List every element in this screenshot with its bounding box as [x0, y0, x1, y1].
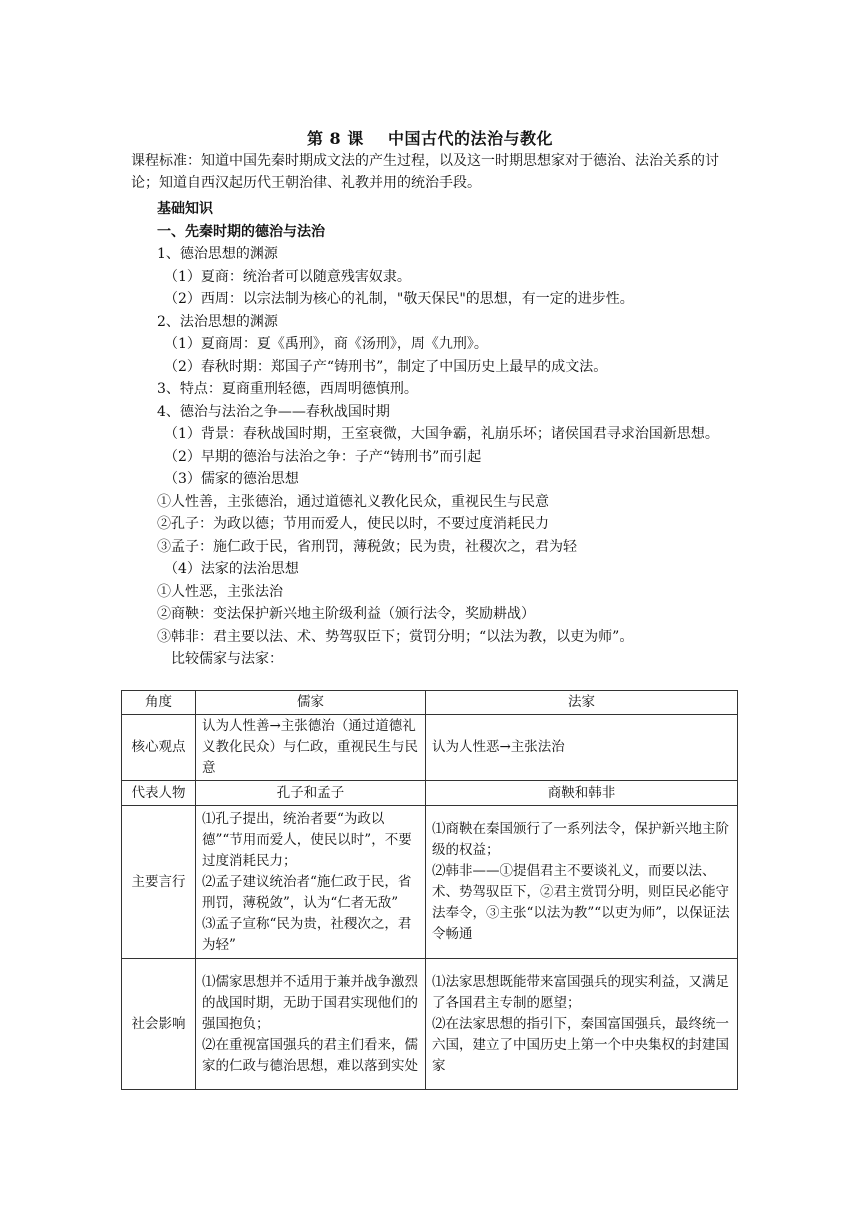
cell-text: ⑶孟子宣称“民为贵，社稷次之，君为轻”: [202, 915, 412, 953]
table-row-social-impact: [122, 959, 738, 1090]
cell-text: ⑵韩非——①提倡君主不要谈礼义，而要以法、术、势驾驭臣下，②君主赏罚分明，则臣民必能守法奉令，③主张“以法为教”“以吏为师”，以保证法令畅通: [432, 863, 730, 942]
cell-text: ⑵孟子建议统治者“施仁政于民，省刑罚，薄税敛”，认为“仁者无敌”: [202, 873, 412, 911]
cell-confucian: 孔子和孟子: [196, 781, 426, 806]
text-line: ①人性善，主张德治，通过道德礼义教化民众，重视民生与民意: [157, 493, 549, 510]
heading-rule-of-virtue-origin: 1、德治思想的渊源: [157, 246, 278, 262]
row-label: 主要言行: [122, 806, 196, 959]
cell-text: ⑵在法家思想的指引下，秦国富国强兵，最终统一六国，建立了中国历史上第一个中央集权的封建国家: [432, 1015, 729, 1074]
cell-text: ⑵在重视富国强兵的君主们看来，儒家的仁政与德治思想，难以落到实处: [202, 1036, 418, 1074]
row-label: 社会影响: [122, 959, 196, 1090]
table-caption: 比较儒家与法家：: [171, 651, 283, 667]
text-line: （2）早期的德治与法治之争：子产“铸刑书”而引起: [164, 448, 482, 465]
table-row-representatives: [122, 781, 738, 806]
heading-part-one: 一、先秦时期的德治与法治: [157, 223, 325, 240]
header-confucianism: 儒家: [196, 691, 426, 715]
text-line: （2）春秋时期：郑国子产“铸刑书”，制定了中国历史上最早的成文法。: [164, 358, 608, 375]
section-basic-knowledge: 基础知识: [157, 201, 213, 217]
text-line: （1）夏商周：夏《禹刑》，商《汤刑》，周《九刑》。: [164, 336, 488, 352]
text-line: ①人性恶，主张法治: [157, 583, 283, 600]
comparison-table: [121, 690, 738, 1090]
cell-text: ⑴孔子提出，统治者要“为政以德”“节用而爱人，使民以时”，不要过度消耗民力；: [202, 810, 412, 869]
heading-rule-of-law-origin: 2、法治思想的渊源: [157, 313, 278, 330]
cell-text: ⑴法家思想既能带来富国强兵的现实利益，又满足了各国君主专制的愿望；: [432, 973, 729, 1011]
text-line: ③韩非：君主要以法、术、势驾驭臣下；赏罚分明；“以法为教，以吏为师”。: [157, 628, 634, 645]
cell-confucian: [196, 806, 426, 959]
cell-legalist: 认为人性恶→主张法治: [426, 715, 738, 781]
table-row-core-view: [122, 715, 738, 781]
text-line: （1）夏商：统治者可以随意残害奴隶。: [164, 268, 411, 285]
header-angle: 角度: [122, 691, 196, 715]
cell-text: ⑴儒家思想并不适用于兼并战争激烈的战国时期，无助于国君实现他们的强国抱负；: [202, 973, 418, 1032]
row-label: 代表人物: [122, 781, 196, 806]
text-line: （1）背景：春秋战国时期，王室衰微，大国争霸，礼崩乐坏；诸侯国君寻求治国新思想。: [164, 426, 719, 442]
cell-legalist: 商鞅和韩非: [426, 781, 738, 806]
header-legalism: 法家: [426, 691, 738, 715]
cell-confucian: [196, 959, 426, 1090]
text-line: ②孔子：为政以德；节用而爱人，使民以时，不要过度消耗民力: [157, 516, 549, 532]
table-header-row: [122, 691, 738, 715]
cell-confucian: 认为人性善→主张德治（通过道德礼义教化民众）与仁政，重视民生与民意: [196, 715, 426, 781]
heading-debate: 4、德治与法治之争——春秋战国时期: [157, 403, 390, 420]
text-line: 3、特点：夏商重刑轻德，西周明德慎刑。: [157, 381, 418, 397]
cell-legalist: [426, 806, 738, 959]
cell-text: ⑴商鞅在秦国颁行了一系列法令，保护新兴地主阶级的权益；: [432, 821, 729, 858]
text-line: ②商鞅：变法保护新兴地主阶级利益（颁行法令，奖励耕战）: [157, 606, 535, 622]
cell-legalist: [426, 959, 738, 1090]
text-line: （3）儒家的德治思想: [164, 471, 299, 487]
text-line: （2）西周：以宗法制为核心的礼制，"敬天保民"的思想，有一定的进步性。: [164, 291, 634, 307]
text-line: ③孟子：施仁政于民，省刑罚，薄税敛；民为贵，社稷次之，君为轻: [157, 538, 577, 555]
text-line: （4）法家的法治思想: [164, 561, 299, 577]
lesson-title: 第 8 课 中国古代的法治与教化: [306, 129, 554, 148]
row-label: 核心观点: [122, 715, 196, 781]
course-standard: 课程标准：知道中国先秦时期成文法的产生过程，以及这一时期思想家对于德治、法治关系的讨论；知道自西汉起历代王朝治律、礼教并用的统治手段。: [131, 153, 719, 191]
table-row-main-sayings: [122, 806, 738, 959]
lesson-body: [131, 198, 751, 671]
